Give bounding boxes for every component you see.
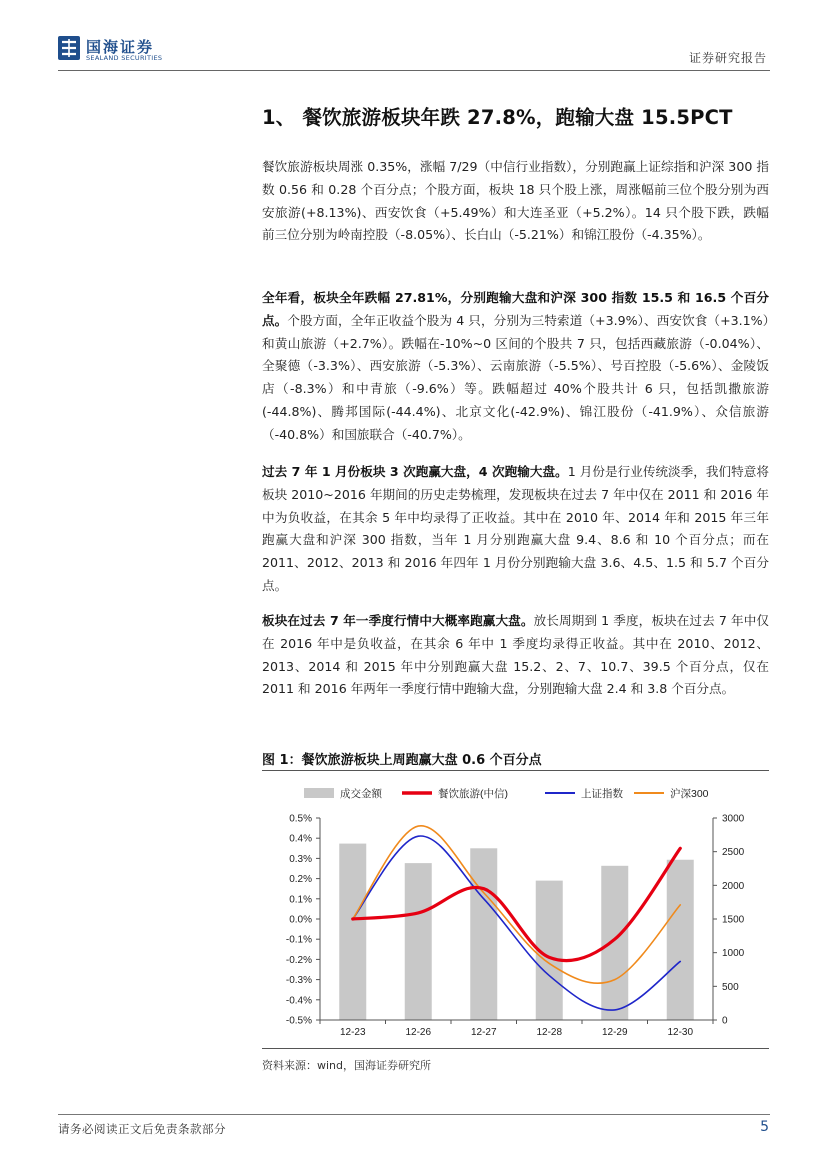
figure-source: 资料来源：wind，国海证券研究所	[262, 1059, 432, 1072]
paragraph-lead: 板块在过去 7 年一季度行情中大概率跑赢大盘。	[262, 613, 534, 628]
footer-disclaimer: 请务必阅读正文后免责条款部分	[58, 1122, 226, 1136]
logo-english-name: SEALAND SECURITIES	[86, 54, 163, 62]
right-tick-label: 1500	[722, 914, 745, 926]
right-tick-label: 500	[722, 981, 739, 993]
paragraph-annual-performance	[262, 287, 769, 447]
line-series-group	[353, 826, 681, 1010]
company-logo	[58, 36, 178, 66]
page-number: 5	[760, 1119, 769, 1135]
footer-divider	[58, 1114, 770, 1115]
paragraph-lead: 全年看，板块全年跌幅 27.81%，分别跑输大盘和沪深 300 指数 15.5 和 16.5 个百分点。	[262, 290, 769, 328]
page-header	[0, 0, 827, 70]
legend-label: 沪深300	[670, 788, 709, 800]
legend-label: 上证指数	[581, 788, 623, 800]
logo-chinese-name: 国海证券	[86, 38, 155, 56]
volume-bar	[470, 848, 497, 1020]
left-tick-label: -0.1%	[285, 934, 312, 946]
left-tick-label: -0.2%	[285, 954, 312, 966]
left-tick-label: 0.2%	[289, 874, 312, 886]
figure-top-rule	[262, 770, 769, 771]
volume-bar	[601, 866, 628, 1020]
paragraph-weekly-performance	[262, 156, 769, 247]
left-tick-label: 0.4%	[289, 833, 312, 845]
right-tick-label: 2000	[722, 880, 745, 892]
chart-legend	[304, 787, 709, 800]
right-tick-label: 3000	[722, 813, 745, 825]
x-tick-label: 12-23	[339, 1027, 366, 1038]
legend-swatch-bar	[304, 788, 334, 798]
legend-label: 餐饮旅游(中信)	[438, 788, 508, 800]
x-tick-label: 12-28	[536, 1027, 563, 1038]
figure-bottom-rule	[262, 1048, 769, 1049]
x-tick-label: 12-26	[405, 1027, 432, 1038]
paragraph-body: 个股方面，全年正收益个股为 4 只，分别为三特索道（+3.9%）、西安饮食（+3.1%）和黄山旅游（+2.7%）。跌幅在-10%~0 区间的个股共 7 只，包括西藏旅游（-0.04%）、全聚德（-3.3%）、西安旅游（-5.3%）、云南旅游（-5.5%）、号百控股（-5.6%）、金陵饭店（-8.3%）和中青旅（-9.6%）等。跌幅超过 40%个股共计 6 只，包括凯撒旅游(-44.8%)、腾邦国际(-44.4%)、北京文化(-42.9%)、锦江股份（-41.9%）、众信旅游（-40.8%）和国旅联合（-40.7%）。	[262, 312, 770, 442]
right-tick-label: 0	[722, 1015, 728, 1027]
performance-chart	[262, 776, 769, 1043]
x-tick-label: 12-27	[470, 1027, 497, 1038]
logo-mark-icon	[58, 36, 80, 60]
right-tick-label: 1000	[722, 948, 745, 960]
x-tick-label: 12-29	[601, 1027, 628, 1038]
figure-title: 图 1：餐饮旅游板块上周跑赢大盘 0.6 个百分点	[262, 753, 542, 768]
paragraph-january-history	[262, 461, 769, 598]
left-tick-label: 0.0%	[289, 914, 312, 926]
left-tick-label: -0.5%	[285, 1015, 312, 1027]
series-line-餐饮旅游(中信)	[353, 848, 681, 960]
paragraph-body: 1 月份是行业传统淡季，我们特意将板块 2010~2016 年期间的历史走势梳理，发现板块在过去 7 年中仅在 2011 和 2016 年中为负收益，在其余 5 年中均录得了正收益。其中在 2010 年、2014 年和 2015 年三年跑赢大盘和沪深 300 指数，当年 1 月分别跑赢大盘 9.4、8.6 和 10 个百分点；而在 2011、2012、2013 和 2016 年四年 1 月份分别跑输大盘 3.6、4.5、1.5 和 5.7 个百分点。	[262, 464, 769, 593]
paragraph-lead: 过去 7 年 1 月份板块 3 次跑赢大盘，4 次跑输大盘。	[262, 464, 568, 479]
legend-label: 成交金额	[340, 788, 382, 800]
left-tick-label: 0.1%	[289, 894, 312, 906]
x-tick-label: 12-30	[667, 1027, 694, 1038]
right-tick-label: 2500	[722, 847, 745, 859]
left-tick-label: 0.3%	[289, 853, 312, 865]
paragraph-body: 餐饮旅游板块周涨 0.35%，涨幅 7/29（中信行业指数），分别跑赢上证综指和沪深 300 指数 0.56 和 0.28 个百分点；个股方面，板块 18 只个股上涨，周涨幅前三位个股分别为西安旅游(+8.13%)、西安饮食（+5.49%）和大连圣亚（+5.2%）。14 只个股下跌，跌幅前三位分别为岭南控股（-8.05%）、长白山（-5.21%）和锦江股份（-4.35%）。	[262, 159, 769, 243]
section-title: 1、 餐饮旅游板块年跌 27.8%，跑输大盘 15.5PCT	[262, 106, 733, 129]
left-tick-label: -0.3%	[285, 975, 312, 987]
volume-bar	[667, 860, 694, 1020]
report-type-label: 证券研究报告	[688, 51, 767, 65]
volume-bar	[339, 844, 366, 1020]
paragraph-body: 放长周期到 1 季度，板块在过去 7 年中仅在 2016 年中是负收益，在其余 6 年中 1 季度均录得正收益。其中在 2010、2012、2013、2014 和 2015 年中分别跑赢大盘 15.2、2、7、10.7、39.5 个百分点，仅在 2011 和 2016 年两年一季度行情中跑输大盘，分别跑输大盘 2.4 和 3.8 个百分点。	[262, 613, 769, 697]
header-divider	[58, 70, 770, 71]
paragraph-q1-history	[262, 610, 769, 701]
series-line-沪深300	[353, 826, 681, 983]
volume-bar	[405, 863, 432, 1020]
left-tick-label: 0.5%	[289, 813, 312, 825]
left-tick-label: -0.4%	[285, 995, 312, 1007]
